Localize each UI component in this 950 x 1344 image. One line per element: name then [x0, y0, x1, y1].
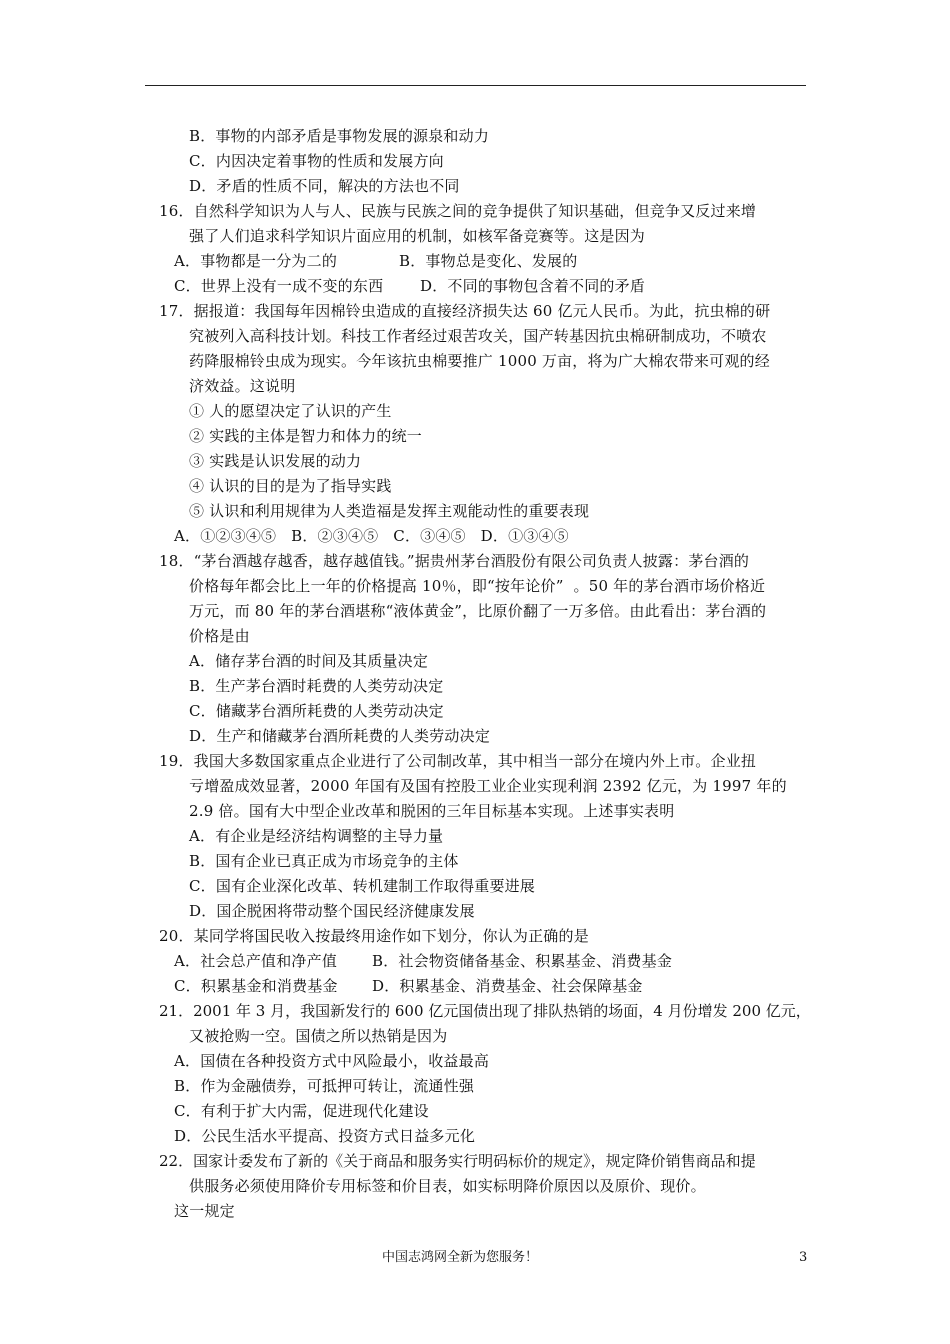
- q19-stem-line-3: 2.9 倍。国有大中型企业改革和脱困的三年目标基本实现。上述事实表明: [189, 802, 675, 820]
- q19-option-d: D．国企脱困将带动整个国民经济健康发展: [189, 902, 475, 920]
- q19-stem-line-1: 19．我国大多数国家重点企业进行了公司制改革，其中相当一部分在境内外上市。企业扭: [159, 752, 757, 770]
- q18-stem-line-2: 价格每年都会比上一年的价格提高 10％，即“按年论价” 。50 年的茅台酒市场价格近: [189, 577, 766, 595]
- q21-stem-line-1: 21．2001 年 3 月，我国新发行的 600 亿元国债出现了排队热销的场面，4 月份增发 200 亿元，: [159, 1002, 811, 1020]
- q18-option-b: B．生产茅台酒时耗费的人类劳动决定: [189, 677, 444, 695]
- q16-option-a: A．事物都是一分为二的: [174, 252, 338, 270]
- footer-text: 中国志鸿网全新为您服务！: [382, 1250, 539, 1265]
- q15-option-c: C．内因决定着事物的性质和发展方向: [189, 152, 444, 170]
- q19-option-c: C．国有企业深化改革、转机建制工作取得重要进展: [189, 877, 536, 895]
- q17-item-2: ② 实践的主体是智力和体力的统一: [189, 427, 422, 445]
- q17-stem-line-2: 究被列入高科技计划。科技工作者经过艰苦攻关，国产转基因抗虫棉研制成功，不喷农: [189, 327, 767, 345]
- header-rule: [145, 85, 806, 86]
- q21-option-a: A．国债在各种投资方式中风险最小，收益最高: [174, 1052, 490, 1070]
- q20-option-d: D．积累基金、消费基金、社会保障基金: [372, 977, 643, 995]
- q18-option-a: A．储存茅台酒的时间及其质量决定: [189, 652, 429, 670]
- q15-option-d: D．矛盾的性质不同，解决的方法也不同: [189, 177, 460, 195]
- q17-item-4: ④ 认识的目的是为了指导实践: [189, 477, 392, 495]
- q16-stem-line-2: 强了人们追求科学知识片面应用的机制，如核军备竞赛等。这是因为: [189, 227, 646, 245]
- q22-stem-line-1: 22．国家计委发布了新的《关于商品和服务实行明码标价的规定》，规定降价销售商品和提: [159, 1152, 756, 1170]
- q19-option-b: B．国有企业已真正成为市场竞争的主体: [189, 852, 459, 870]
- q21-option-b: B．作为金融债券，可抵押可转让，流通性强: [174, 1077, 475, 1095]
- q16-option-b: B．事物总是变化、发展的: [399, 252, 578, 270]
- page-number: 3: [799, 1250, 808, 1265]
- q21-stem-line-2: 又被抢购一空。国债之所以热销是因为: [189, 1027, 448, 1045]
- q17-stem-line-1: 17．据报道：我国每年因棉铃虫造成的直接经济损失达 60 亿元人民币。为此，抗虫棉的研: [159, 302, 771, 320]
- q19-stem-line-2: 亏增盈成效显著，2000 年国有及国有控股工业企业实现利润 2392 亿元，为 1997 年的: [189, 777, 787, 795]
- q18-stem-line-1: 18．“茅台酒越存越香，越存越值钱。”据贵州茅台酒股份有限公司负责人披露：茅台酒的: [159, 552, 750, 570]
- q21-option-c: C．有利于扩大内需，促进现代化建设: [174, 1102, 429, 1120]
- q17-item-1: ① 人的愿望决定了认识的产生: [189, 402, 392, 420]
- q17-stem-line-4: 济效益。这说明: [189, 377, 296, 395]
- q17-item-3: ③ 实践是认识发展的动力: [189, 452, 362, 470]
- q15-option-b: B．事物的内部矛盾是事物发展的源泉和动力: [189, 127, 490, 145]
- q20-option-b: B．社会物资储备基金、积累基金、消费基金: [372, 952, 673, 970]
- q22-stem-line-2: 供服务必须使用降价专用标签和价目表，如实标明降价原因以及原价、现价。: [189, 1177, 706, 1195]
- q18-stem-line-3: 万元，而 80 年的茅台酒堪称“液体黄金”，比原价翻了一万多倍。由此看出：茅台酒的: [189, 602, 767, 620]
- q17-options: A．①②③④⑤ B．②③④⑤ C．③④⑤ D．①③④⑤: [174, 527, 569, 545]
- q20-stem: 20．某同学将国民收入按最终用途作如下划分，你认为正确的是: [159, 927, 589, 945]
- q18-option-d: D．生产和储藏茅台酒所耗费的人类劳动决定: [189, 727, 491, 745]
- q17-stem-line-3: 药降服棉铃虫成为现实。今年该抗虫棉要推广 1000 万亩，将为广大棉农带来可观的经: [189, 352, 770, 370]
- q20-option-a: A．社会总产值和净产值: [174, 952, 338, 970]
- q17-item-5: ⑤ 认识和利用规律为人类造福是发挥主观能动性的重要表现: [189, 502, 590, 520]
- q20-option-c: C．积累基金和消费基金: [174, 977, 338, 995]
- q19-option-a: A．有企业是经济结构调整的主导力量: [189, 827, 444, 845]
- q18-stem-line-4: 价格是由: [189, 627, 250, 645]
- q18-option-c: C．储藏茅台酒所耗费的人类劳动决定: [189, 702, 444, 720]
- q16-stem-line-1: 16．自然科学知识为人与人、民族与民族之间的竞争提供了知识基础，但竞争又反过来增: [159, 202, 757, 220]
- q16-option-d: D．不同的事物包含着不同的矛盾: [420, 277, 646, 295]
- q22-stem-line-3: 这一规定: [174, 1202, 235, 1220]
- q21-option-d: D．公民生活水平提高、投资方式日益多元化: [174, 1127, 476, 1145]
- q16-option-c: C．世界上没有一成不变的东西: [174, 277, 384, 295]
